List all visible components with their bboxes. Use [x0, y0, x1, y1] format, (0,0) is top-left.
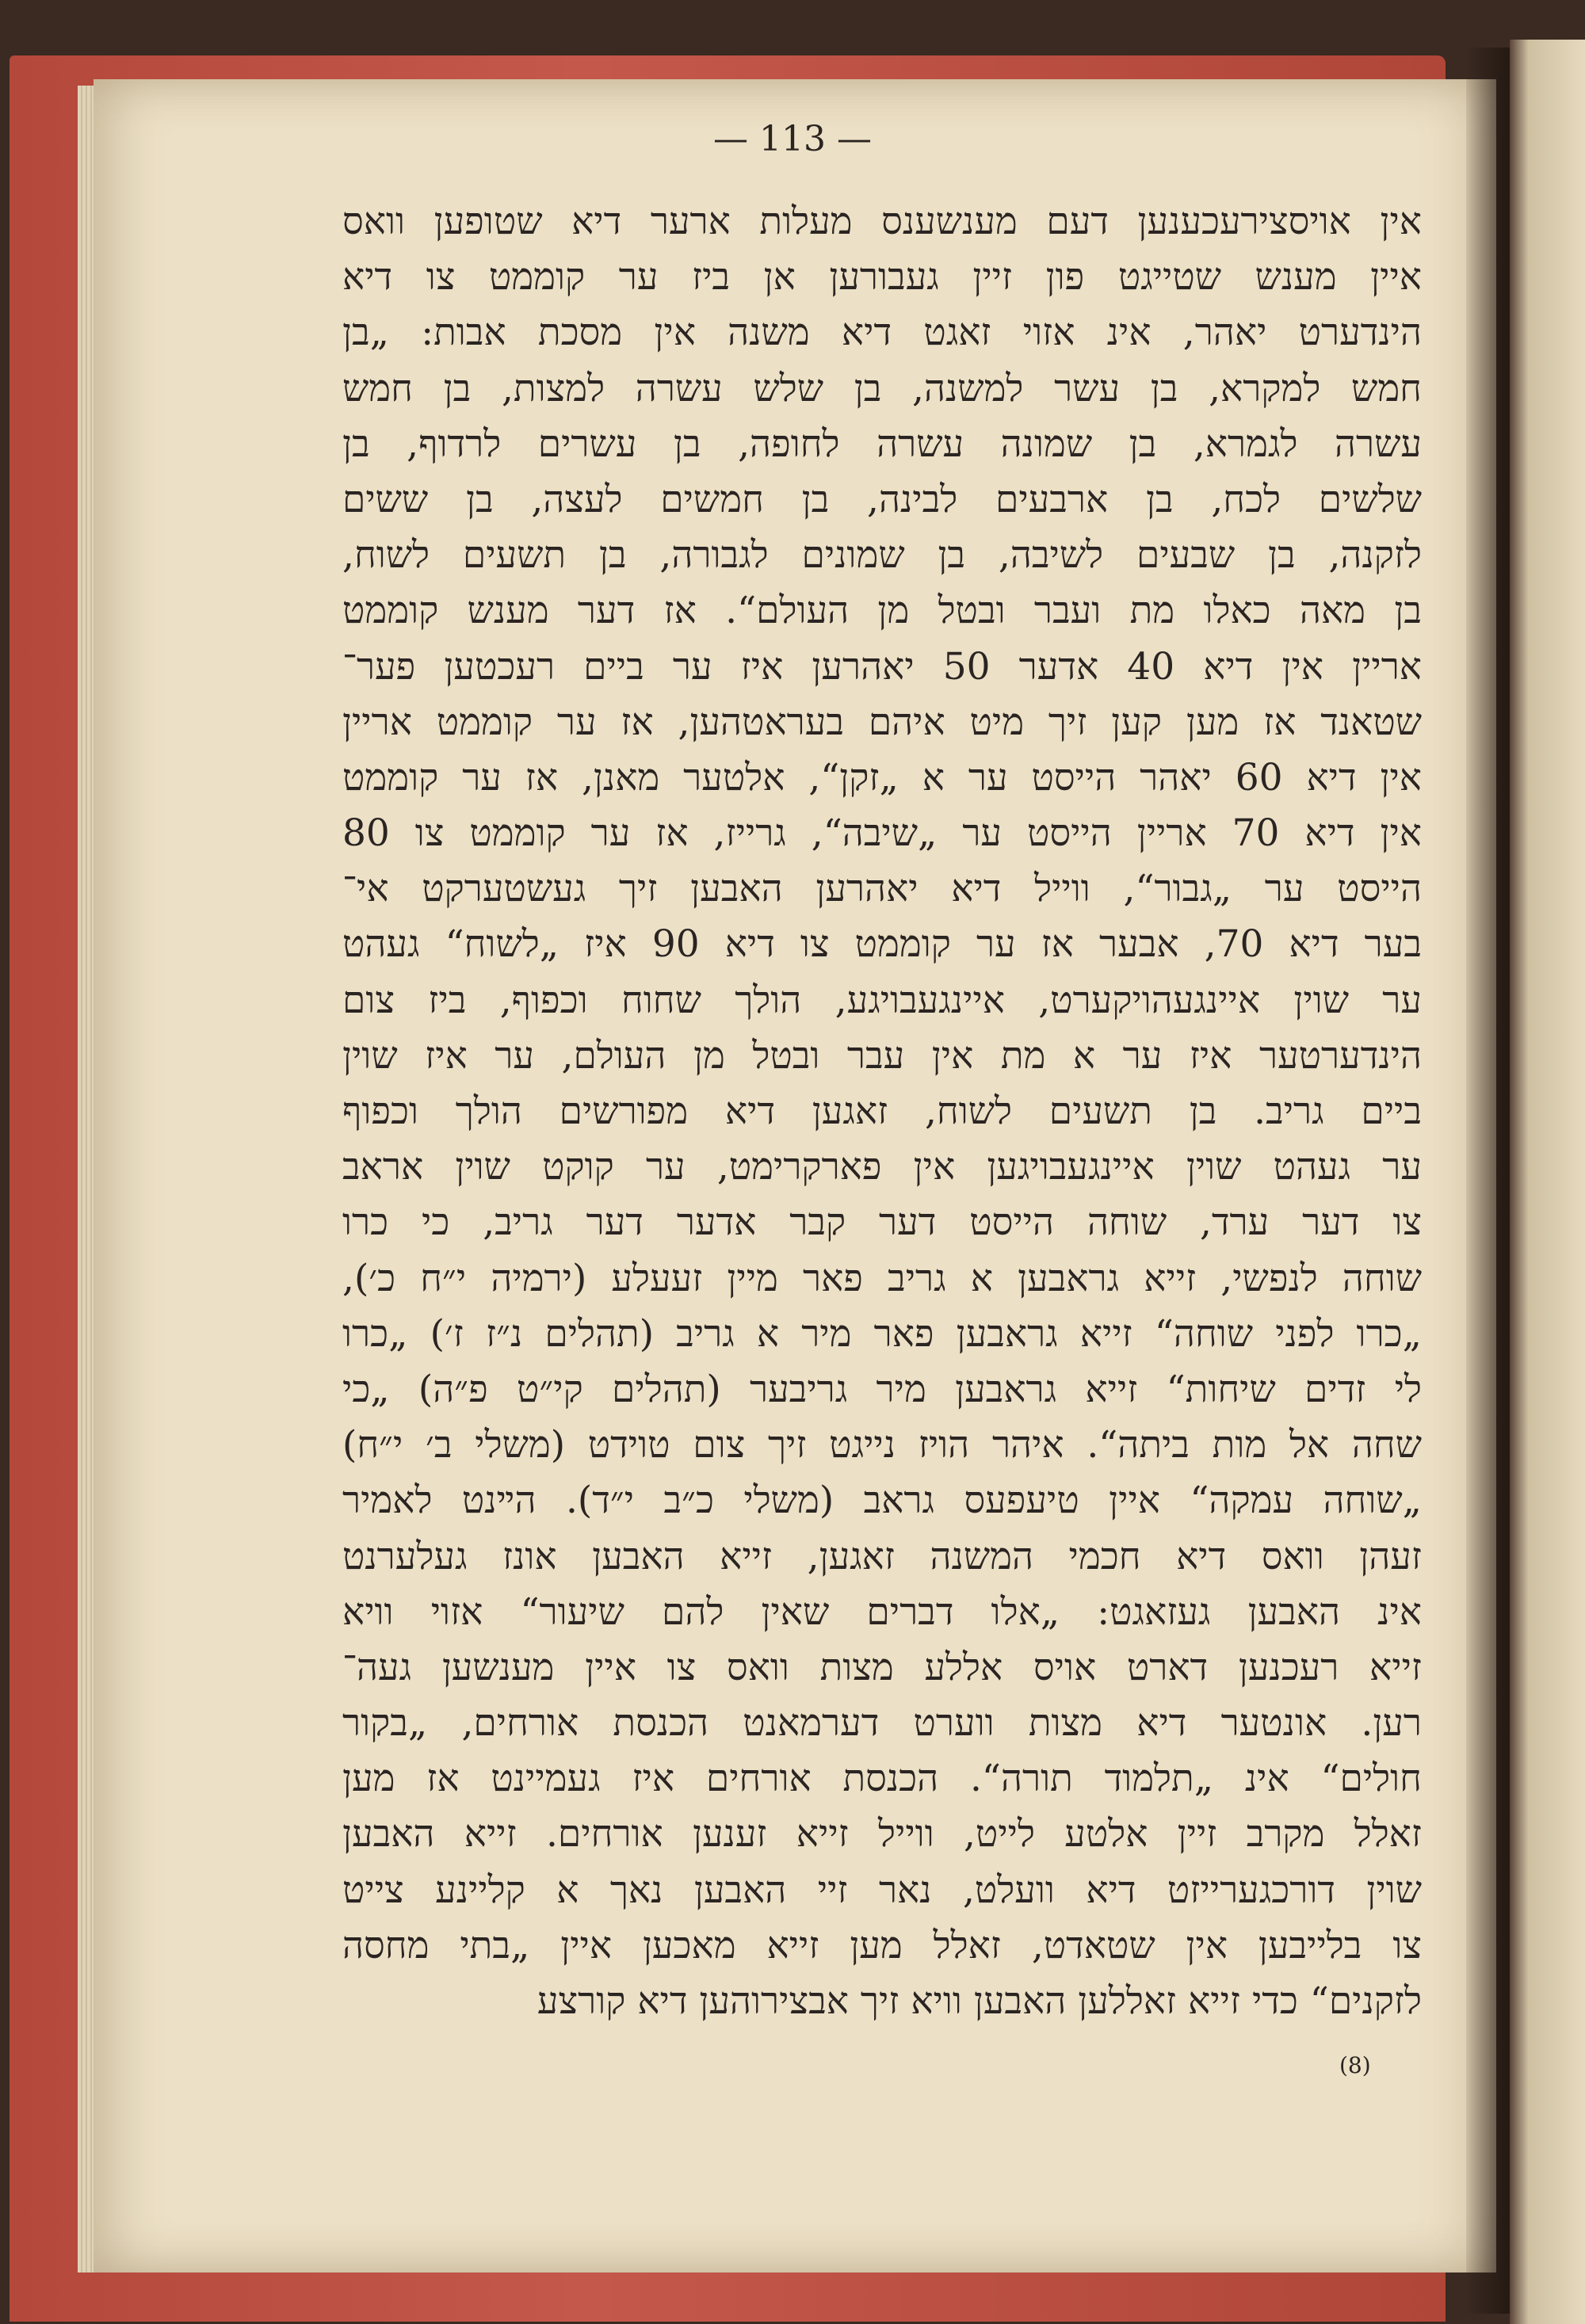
text-line: בן מאה כאלו מת ועבר ובטל מן העולם“. אז דער מענש קוממט: [342, 589, 1422, 633]
text-line: עשרה לגמרא, בן שמונה עשרה לחופה, בן עשרים לרדוף, בן: [342, 422, 1422, 466]
text-line: אינ האבען געזאגט: „אלו דברים שאין להם שיעור“ אזוי וויא: [342, 1589, 1422, 1634]
text-line: שטאנד אז מען קען זיך מיט איהם בעראטהען, אז ער קוממט אריין: [342, 700, 1422, 744]
text-line: חמש למקרא, בן עשר למשנה, בן שלש עשרה למצות, בן חמש: [342, 366, 1422, 410]
text-line: איין מענש שטייגט פון זיין געבורען אן ביז ער קוממט צו דיא: [342, 255, 1422, 300]
text-line: הייסט ער „גבור“, ווייל דיא יאהרען האבען זיך געשטערקט אי־: [342, 867, 1422, 911]
text-line: ער געהט שוין איינגעבויגען אין פארקרימט, ער קוקט שוין אראב: [342, 1145, 1422, 1189]
text-line: רען. אונטער דיא מצות ווערט דערמאנט הכנסת אורחים, „בקור: [342, 1701, 1422, 1746]
text-line: שוין דורכגערייזט דיא וועלט, נאר זיי האבען נאך א קליינע צייט: [342, 1868, 1422, 1912]
text-line: הינדערט יאהר, אינ אזוי זאגט דיא משנה אין מסכת אבות: „בן: [342, 311, 1422, 355]
text-line: שלשים לכח, בן ארבעים לבינה, בן חמשים לעצה, בן ששים: [342, 477, 1422, 521]
text-line: „כרו לפני שוחה“ זייא גראבען פאר מיר א גריב (תהלים נ״ז ז׳) „כרו: [342, 1311, 1422, 1356]
text-line: זייא רעכנען דארט אויס אללע מצות וואס צו איין מענשען געה־: [342, 1645, 1422, 1689]
page-number: — 113 —: [713, 119, 872, 159]
text-line: צו דער ערד, שוחה הייסט דער קבר אדער דער גריב, כי כרו: [342, 1200, 1422, 1245]
text-line: לי זדים שיחות“ זייא גראבען מיר גריבער (תהלים קי״ט פ״ה) „כי: [342, 1367, 1422, 1411]
text-line: לזקנה, בן שבעים לשיבה, בן שמונים לגבורה, בן תשעים לשוח,: [342, 533, 1422, 578]
text-line: אין דיא 60 יאהר הייסט ער א „זקן“, אלטער מאנן, אז ער קוממט: [342, 755, 1422, 799]
text-line: אין אויסצירעכענען דעם מענשענס מעלות ארער דיא שטופען וואס: [342, 200, 1422, 243]
text-line: „שוחה עמקה“ איין טיעפעס גראב (משלי כ״ב י״ד). הײנט לאמיר: [342, 1479, 1422, 1523]
text-block: [342, 194, 1422, 2029]
text-line: שחה אל מות ביתה“. איהר הויז נייגט זיך צום טוידט (משלי ב׳ י״ח): [342, 1423, 1422, 1467]
text-line: צו בלייבען אין שטאדט, זאלל מען זייא מאכען איין „בתי מחסה: [342, 1923, 1422, 1967]
facing-page-edge: [1510, 40, 1585, 2324]
text-line: זעהן וואס דיא חכמי המשנה זאגען, זייא האבען אונז געלערנט: [342, 1534, 1422, 1578]
text-line: אריין אין דיא 40 אדער 50 יאהרען איז ער ביים רעכטען פער־: [342, 644, 1422, 689]
signature-mark: (8): [1339, 2052, 1371, 2078]
text-line: הינדערטער איז ער א מת אין עבר ובטל מן העולם, ער איז שוין: [342, 1033, 1422, 1078]
book-gutter: [1466, 48, 1514, 2314]
text-line: ביים גריב. בן תשעים לשוח, זאגען דיא מפורשים הולך וכפוף: [342, 1089, 1422, 1133]
text-line: בער דיא 70, אבער אז ער קוממט צו דיא 90 איז „לשוח“ געהט: [342, 922, 1422, 967]
text-line: זאלל מקרב זיין אלטע לייט, ווייל זייא זענען אורחים. זייא האבען: [342, 1812, 1422, 1857]
text-line: לזקנים“ כדי זייא זאללען האבען וויא זיך אבצירוהען דיא קורצע: [537, 1979, 1422, 2023]
text-line: ער שוין איינגעהויקערט, איינגעבויגע, הולך שחוח וכפוף, ביז צום: [342, 978, 1422, 1022]
text-line: חולים“ אינ „תלמוד תורה“. הכנסת אורחים איז געמיינט אז מען: [342, 1757, 1422, 1801]
text-line: שוחה לנפשי, זייא גראבען א גריב פאר מיין זעעלע (ירמיה י״ח כ׳),: [342, 1256, 1422, 1300]
text-line: אין דיא 70 אריין הייסט ער „שיבה“, גרייז, אז ער קוממט צו 80: [342, 811, 1422, 856]
